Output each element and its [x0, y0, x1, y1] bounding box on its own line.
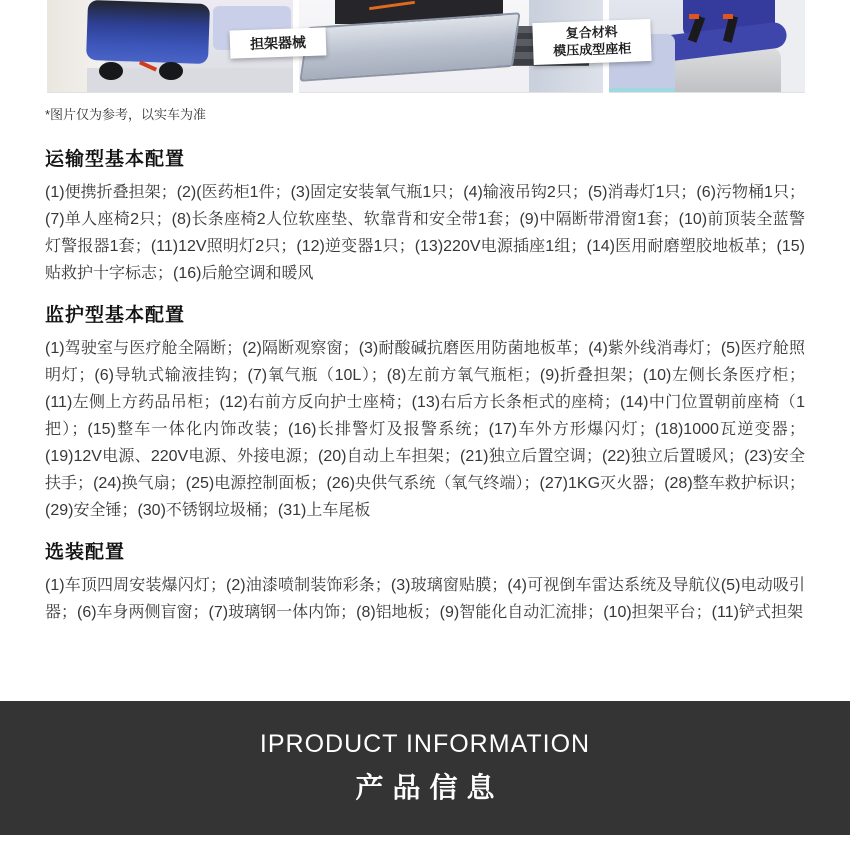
- section-body: (1)驾驶室与医疗舱全隔断；(2)隔断观察窗；(3)耐酸碱抗磨医用防菌地板革；(4)紫外线消毒灯；(5)医疗舱照明灯；(6)导轨式输液挂钩；(7)氧气瓶（10L）；(8)左前方氧气瓶柜；(9)折叠担架；(10)左侧长条医疗柜；(11)左侧上方药品吊柜；(12)右前方反向护士座椅；(13)右后方长条柜式的座椅；(14)中门位置朝前座椅（1把）；(15)整车一体化内饰改装；(16)长排警灯及报警系统；(17)车外方形爆闪灯；(18)1000瓦逆变器；(19)12V电源、220V电源、外接电源；(20)自动上车担架；(21)独立后置空调；(22)独立后置暖风；(23)安全扶手；(24)换气扇；(25)电源控制面板；(26)央供气系统（氧气终端）；(27)1KG灭火器；(28)整车救护标识；(29)安全锤；(30)不锈钢垃圾桶；(31)上车尾板: [45, 340, 805, 519]
- section-optional-config: [45, 537, 805, 626]
- stretcher-wheel-shape: [159, 62, 183, 80]
- stretcher-bed-shape: [86, 0, 210, 64]
- platform-ramp-shape: [299, 12, 520, 82]
- seatbelt-clip-shape: [723, 14, 733, 19]
- configuration-content: [0, 144, 850, 626]
- photo-label-composite-seat-cabinet: [532, 19, 651, 65]
- photo-label-stretcher-equipment: [230, 27, 327, 58]
- product-info-banner: [0, 701, 850, 835]
- section-title: 运输型基本配置: [45, 149, 186, 170]
- banner-title-chinese: 产品信息: [355, 772, 504, 803]
- photo-label-text: 复合材料: [565, 24, 618, 41]
- stretcher-wheel-shape: [99, 62, 123, 80]
- banner-title-english: IPRODUCT INFORMATION: [259, 730, 591, 758]
- section-body: (1)车顶四周安装爆闪灯；(2)油漆喷制装饰彩条；(3)玻璃窗贴膜；(4)可视倒车雷达系统及导航仪(5)电动吸引器；(6)车身两侧盲窗；(7)玻璃钢一体内饰；(8)铝地板；(9)智能化自动汇流排；(10)担架平台；(11)铲式担架: [45, 577, 805, 621]
- section-title: 监护型基本配置: [45, 305, 186, 326]
- section-monitoring-config: [45, 300, 805, 524]
- product-photos-strip: [47, 0, 805, 92]
- disclaimer-note: *图片仅为参考，以实车为准: [45, 107, 207, 122]
- section-transport-config: [45, 144, 805, 287]
- photo-label-text: 担架器械: [249, 34, 307, 52]
- section-body: (1)便携折叠担架；(2)(医药柜1件；(3)固定安装氧气瓶1只；(4)输液吊钩2只；(5)消毒灯1只；(6)污物桶1只；(7)单人座椅2只；(8)长条座椅2人位软座垫、软靠背和安全带1套；(9)中隔断带滑窗1套；(10)前顶装全蓝警灯警报器1套；(11)12V照明灯2只；(12)逆变器1只；(13)220V电源插座1组；(14)医用耐磨塑胶地板革；(15)贴救护十字标志；(16)后舱空调和暖风: [45, 184, 805, 282]
- seatbelt-clip-shape: [689, 14, 699, 19]
- photo-label-text: 模压成型座柜: [553, 40, 632, 59]
- section-title: 选装配置: [45, 542, 126, 563]
